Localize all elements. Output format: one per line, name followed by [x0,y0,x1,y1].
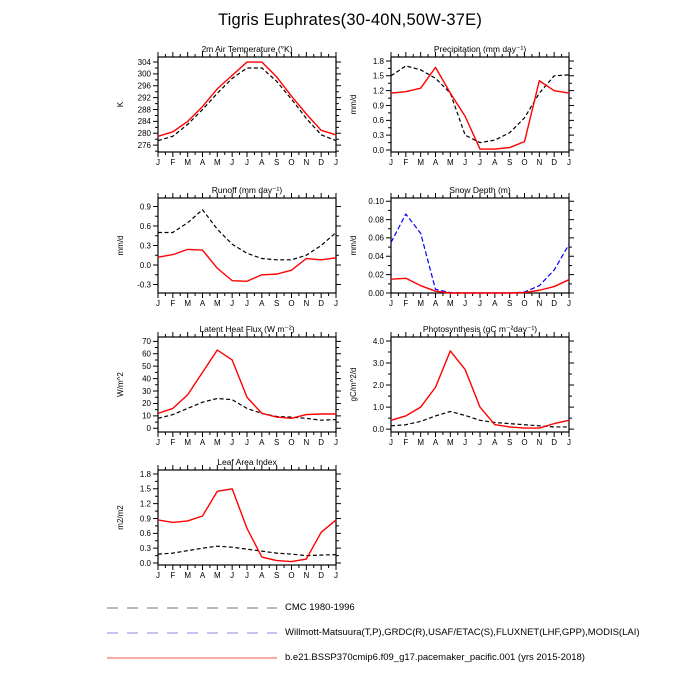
legend [107,595,640,670]
series-line-cmc [391,412,569,427]
x-tick-label: A [492,438,498,447]
x-tick-label: M [417,158,425,167]
y-tick-label: -0.3 [137,280,151,290]
x-tick-label: J [156,158,160,167]
x-tick-label: J [245,571,249,580]
x-tick-label: O [288,158,295,167]
chart-title: 2m Air Temperature (°K) [201,44,293,54]
x-tick-label: A [492,158,498,167]
y-tick-label: 60 [142,349,151,359]
y-tick-label: 0 [146,424,151,434]
y-tick-label: 0.08 [368,215,384,225]
chart-canvas-air-temperature [108,44,353,179]
x-tick-label: A [199,571,206,580]
x-tick-label: D [551,438,558,447]
x-tick-label: M [184,299,192,308]
series-line-model [158,62,336,136]
y-tick-label: 1.0 [372,402,384,412]
chart-canvas-photosynthesis [341,324,586,459]
x-tick-label: J [567,438,571,447]
x-tick-label: M [184,438,192,447]
x-tick-label: J [156,571,160,580]
x-tick-label: D [318,299,325,308]
y-tick-label: 0.10 [368,197,384,207]
y-axis-label: K [116,101,125,108]
chart-panel-latent-heat-flux [108,324,353,459]
plot-frame [158,337,336,432]
x-tick-label: M [446,438,454,447]
x-tick-label: N [303,571,310,580]
y-axis-label: gC/m^2/d [349,367,358,402]
x-tick-label: J [230,158,235,167]
x-tick-label: J [567,299,571,308]
chart-title: Leaf Area Index [217,457,277,467]
plot-frame [391,337,569,432]
x-tick-label: F [403,438,409,447]
x-tick-label: J [389,299,393,308]
x-tick-label: O [288,299,295,308]
y-tick-label: 0.04 [368,252,384,262]
y-tick-label: 2.0 [372,380,384,390]
axis-ticks [153,52,341,157]
chart-canvas-leaf-area-index [108,457,353,592]
x-tick-label: F [170,438,176,447]
axis-ticks [153,193,341,298]
chart-canvas-precipitation [341,44,586,179]
y-tick-label: 0.6 [139,221,151,231]
x-tick-label: J [478,438,482,447]
x-tick-label: D [318,158,325,167]
series-line-cmc [391,66,569,143]
x-tick-label: A [259,158,265,167]
legend-label: CMC 1980-1996 [285,602,355,613]
x-tick-label: M [213,438,221,447]
y-axis-label: mm/d [116,235,125,256]
x-tick-label: F [170,299,176,308]
y-tick-label: 0.0 [372,145,384,155]
x-tick-label: M [213,299,221,308]
x-tick-label: S [506,438,513,447]
x-tick-label: J [245,438,249,447]
x-tick-label: O [521,158,528,167]
plot-frame [158,57,336,152]
x-tick-label: J [478,158,482,167]
y-axis-label: m2/m2 [116,505,125,530]
y-axis-label: mm/d [349,94,358,115]
y-tick-label: 50 [142,361,151,371]
x-tick-label: F [170,571,176,580]
chart-title: Latent Heat Flux (W m⁻²) [199,324,295,334]
x-tick-label: D [318,438,325,447]
x-tick-label: J [245,299,249,308]
x-tick-label: A [259,571,265,580]
x-tick-label: J [567,158,571,167]
y-axis-label: mm/d [349,235,358,256]
y-tick-label: 1.8 [372,56,384,66]
y-tick-label: 296 [137,81,151,91]
x-tick-label: J [463,158,468,167]
legend-line-sample-0 [107,602,279,614]
plot-frame [391,57,569,152]
x-tick-label: A [199,299,206,308]
x-tick-label: J [230,571,235,580]
y-tick-label: 0.0 [139,260,151,270]
y-tick-label: 4.0 [372,336,384,346]
y-tick-label: 1.8 [139,469,151,479]
x-tick-label: S [273,158,280,167]
x-tick-label: A [199,438,206,447]
chart-panel-runoff [108,185,353,320]
legend-item-0 [107,595,640,620]
y-tick-label: 0.9 [372,101,384,111]
x-tick-label: M [213,571,221,580]
x-tick-label: M [417,299,425,308]
x-tick-label: N [303,158,310,167]
legend-label: b.e21.BSSP370cmip6.f09_g17.pacemaker_pacific.001 (yrs 2015-2018) [285,652,585,663]
y-tick-label: 292 [137,93,151,103]
y-tick-label: 288 [137,105,151,115]
y-tick-label: 3.0 [372,358,384,368]
chart-panel-air-temperature [108,44,353,179]
chart-canvas-runoff [108,185,353,320]
legend-item-1 [107,620,640,645]
x-tick-label: M [446,158,454,167]
series-line-model [391,67,569,149]
x-tick-label: S [273,571,280,580]
x-tick-label: A [492,299,498,308]
x-tick-label: J [156,299,160,308]
legend-label: Willmott-Matsuura(T,P),GRDC(R),USAF/ETAC(S),FLUXNET(LHF,GPP),MODIS(LAI) [285,627,640,638]
y-tick-label: 0.00 [368,288,384,298]
x-tick-label: A [259,438,265,447]
x-tick-label: J [334,158,338,167]
x-tick-label: M [184,571,192,580]
x-tick-label: M [417,438,425,447]
y-tick-label: 0.0 [372,424,384,434]
y-tick-label: 0.02 [368,270,384,280]
x-tick-label: O [288,438,295,447]
x-tick-label: S [273,299,280,308]
y-tick-label: 0.3 [372,130,384,140]
y-tick-label: 0.3 [139,543,151,553]
y-tick-label: 0.9 [139,202,151,212]
y-tick-label: 20 [142,399,151,409]
figure-title: Tigris Euphrates(30-40N,50W-37E) [217,11,483,29]
x-tick-label: O [521,438,528,447]
chart-title: Photosynthesis (gC m⁻²day⁻¹) [422,324,538,334]
axis-ticks [386,332,574,437]
x-tick-label: J [389,438,393,447]
y-tick-label: 10 [142,411,151,421]
x-tick-label: J [245,158,249,167]
y-tick-label: 280 [137,129,151,139]
y-tick-label: 1.2 [139,499,151,509]
y-tick-label: 0.06 [368,233,384,243]
chart-panel-snow-depth [341,185,586,320]
y-tick-label: 1.5 [139,484,151,494]
x-tick-label: N [536,158,543,167]
y-tick-label: 0.6 [139,529,151,539]
y-tick-label: 30 [142,386,151,396]
x-tick-label: J [463,438,468,447]
x-tick-label: M [213,158,221,167]
y-tick-label: 0.3 [139,241,151,251]
x-tick-label: J [463,299,468,308]
x-tick-label: J [478,299,482,308]
chart-canvas-snow-depth [341,185,586,320]
x-tick-label: N [303,438,310,447]
series-line-model [391,278,569,293]
x-tick-label: S [273,438,280,447]
series-line-model [158,249,336,281]
x-tick-label: J [389,158,393,167]
y-tick-label: 0.6 [372,116,384,126]
y-tick-label: 1.5 [372,71,384,81]
x-tick-label: D [318,571,325,580]
y-tick-label: 276 [137,140,151,150]
x-tick-label: A [432,158,439,167]
x-tick-label: F [403,299,409,308]
x-tick-label: J [156,438,160,447]
x-tick-label: F [170,158,176,167]
x-tick-label: J [230,299,235,308]
y-tick-label: 1.2 [372,86,384,96]
y-tick-label: 0.0 [139,558,151,568]
y-tick-label: 40 [142,374,151,384]
x-tick-label: D [551,299,558,308]
x-tick-label: J [334,299,338,308]
x-tick-label: S [506,158,513,167]
y-tick-label: 304 [137,57,151,67]
x-tick-label: N [536,438,543,447]
x-tick-label: S [506,299,513,308]
series-line-cmc [158,210,336,260]
y-tick-label: 300 [137,69,151,79]
x-tick-label: O [521,299,528,308]
legend-line-sample-2 [107,652,279,664]
x-tick-label: A [432,299,439,308]
legend-item-2 [107,645,640,670]
x-tick-label: F [403,158,409,167]
x-tick-label: A [432,438,439,447]
chart-panel-precipitation [341,44,586,179]
x-tick-label: A [199,158,206,167]
series-line-model [391,351,569,428]
x-tick-label: J [334,571,338,580]
chart-title: Runoff (mm day⁻¹) [211,185,283,195]
x-tick-label: J [230,438,235,447]
series-line-cmc [158,398,336,420]
axis-ticks [153,332,341,437]
x-tick-label: M [446,299,454,308]
x-tick-label: N [536,299,543,308]
series-line-obs [391,214,569,293]
plot-frame [391,198,569,293]
x-tick-label: O [288,571,295,580]
x-tick-label: D [551,158,558,167]
y-axis-label: W/m^2 [116,372,125,397]
axis-ticks [153,465,341,570]
legend-line-sample-1 [107,627,279,639]
chart-canvas-latent-heat-flux [108,324,353,459]
series-line-cmc [158,68,336,141]
x-tick-label: J [334,438,338,447]
x-tick-label: M [184,158,192,167]
y-tick-label: 284 [137,117,151,127]
chart-panel-photosynthesis [341,324,586,459]
y-tick-label: 70 [142,337,151,347]
chart-title: Precipitation (mm day⁻¹) [433,44,527,54]
x-tick-label: A [259,299,265,308]
x-tick-label: N [303,299,310,308]
chart-title: Snow Depth (m) [449,185,511,195]
plot-frame [158,198,336,293]
y-tick-label: 0.9 [139,514,151,524]
chart-panel-leaf-area-index [108,457,353,592]
